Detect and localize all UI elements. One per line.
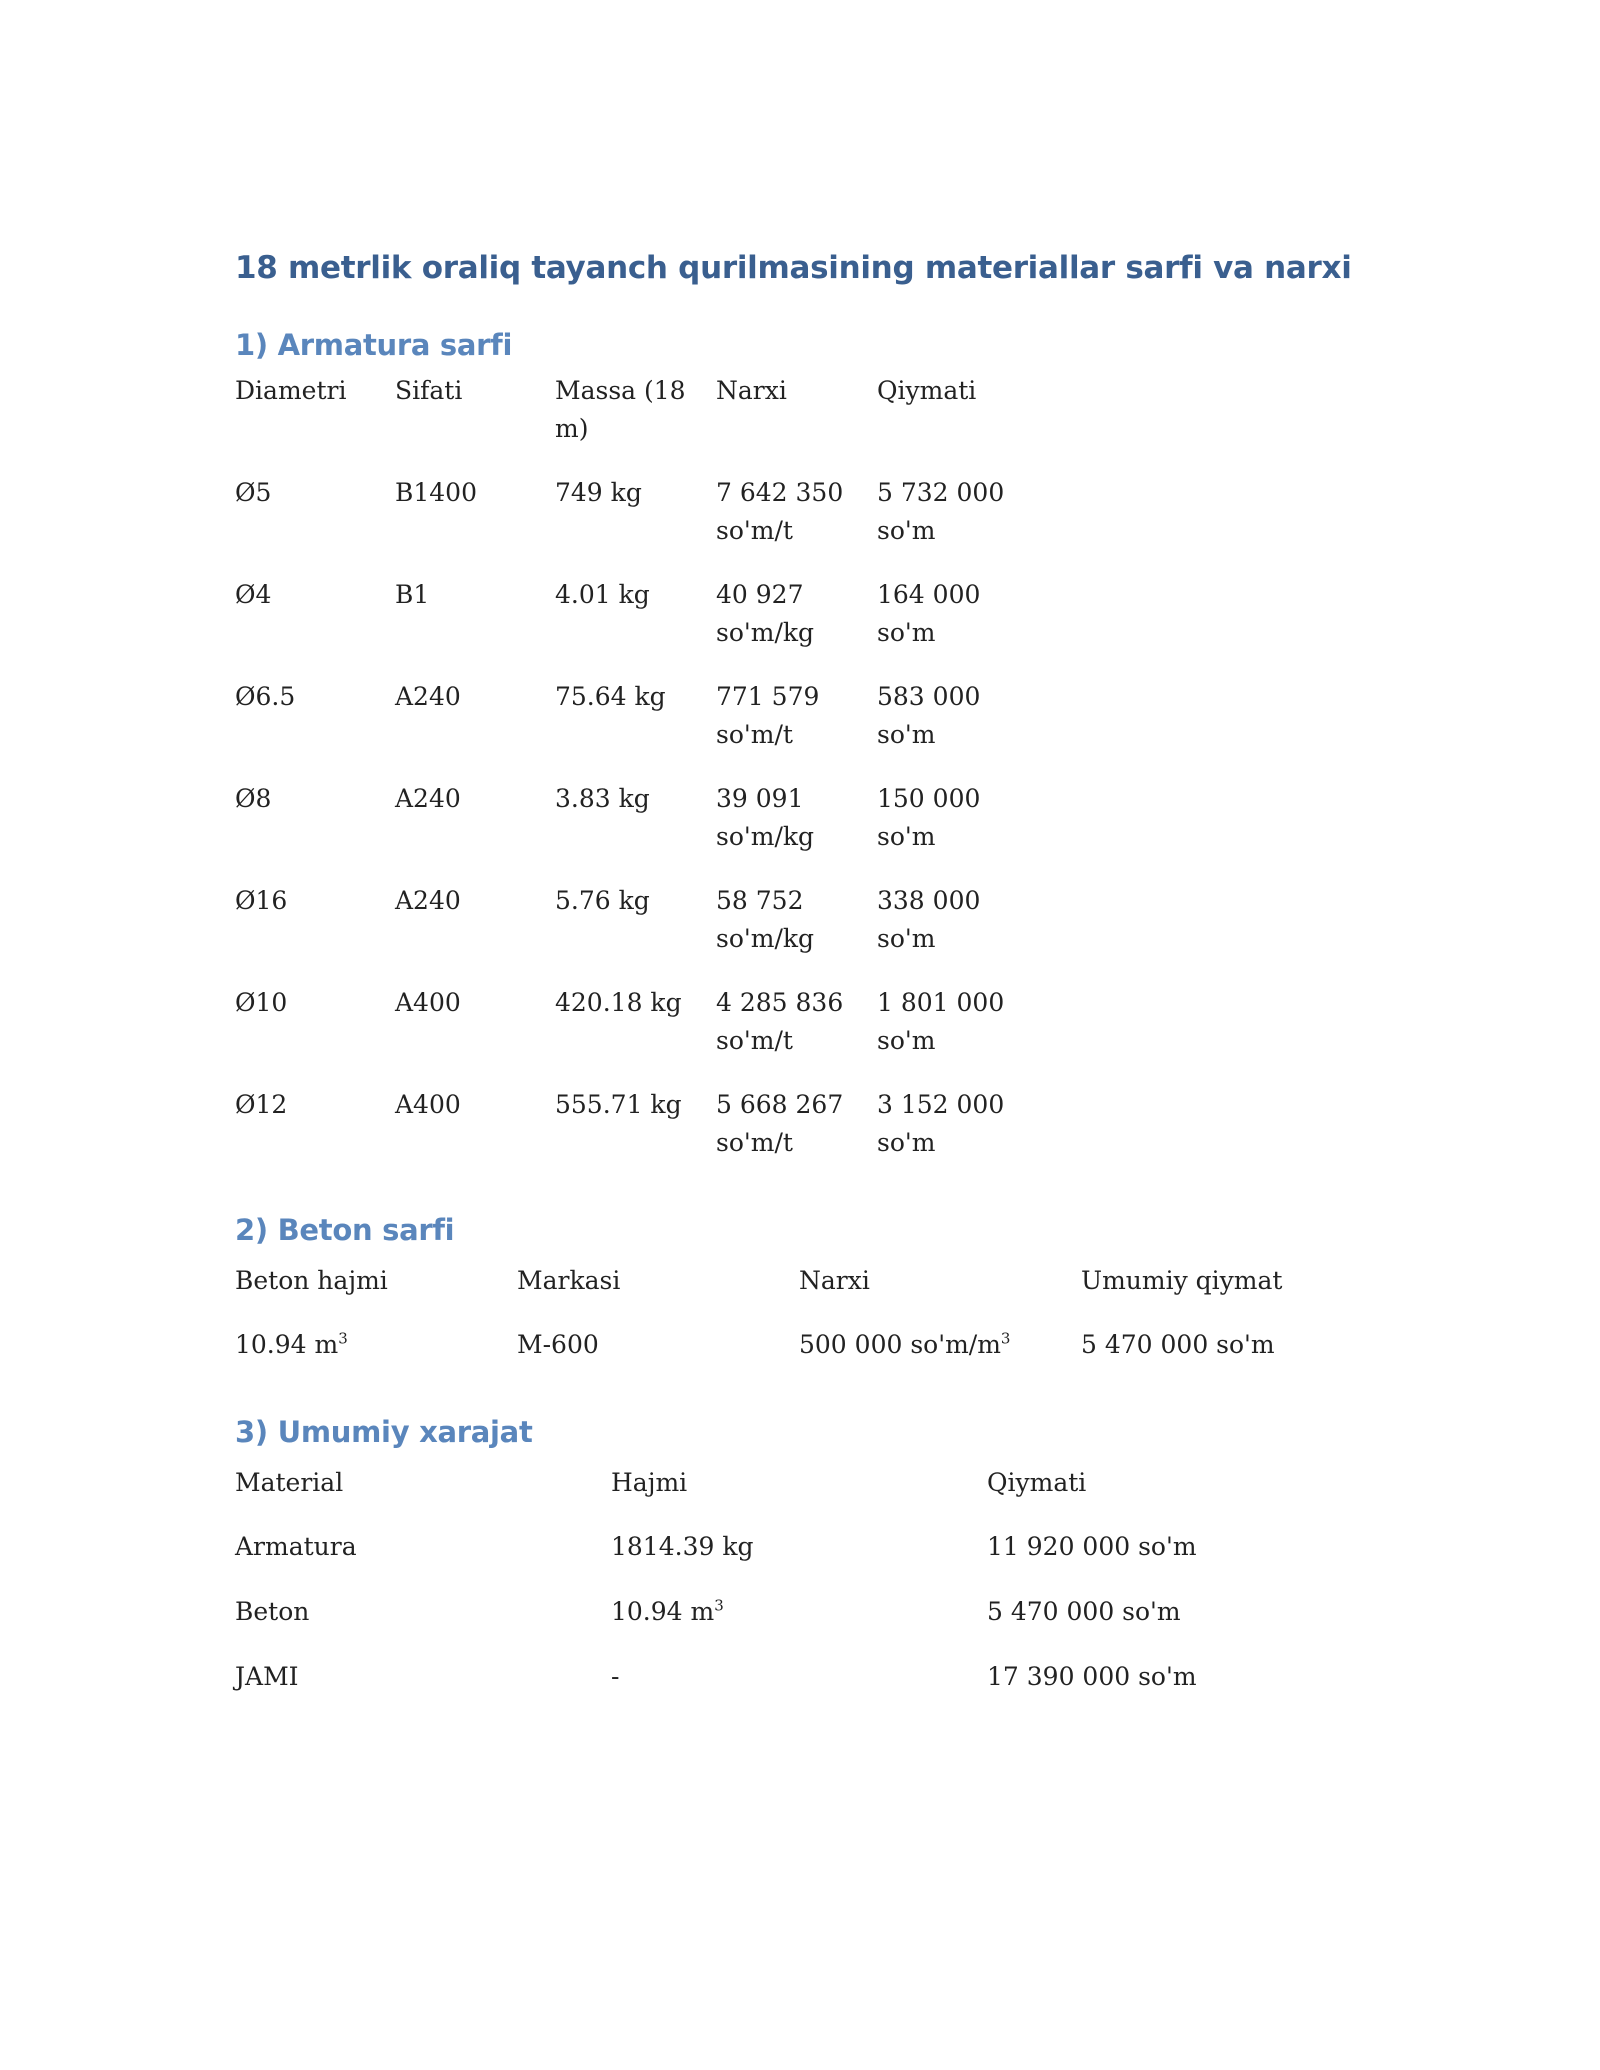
armatura-header-cell: Massa (18 m): [555, 376, 686, 443]
umumiy-cell: JAMI: [235, 1662, 299, 1691]
umumiy-cell: Beton: [235, 1597, 310, 1626]
armatura-cell: 75.64 kg: [555, 682, 666, 711]
armatura-cell: 771 579 so'm/t: [716, 682, 820, 749]
armatura-cell: 4.01 kg: [555, 580, 650, 609]
armatura-cell: 5.76 kg: [555, 886, 650, 915]
armatura-header-cell: Diametri: [235, 376, 347, 405]
armatura-cell: Ø12: [235, 1090, 288, 1119]
armatura-cell: Ø8: [235, 784, 272, 813]
armatura-cell: B1400: [395, 478, 477, 507]
armatura-cell: 58 752 so'm/kg: [716, 886, 815, 953]
armatura-cell: 749 kg: [555, 478, 642, 507]
umumiy-header-cell: Hajmi: [611, 1468, 688, 1497]
armatura-cell: 3 152 000 so'm: [877, 1090, 1005, 1157]
umumiy-cell: 17 390 000 so'm: [987, 1662, 1197, 1691]
armatura-cell: B1: [395, 580, 430, 609]
armatura-cell: Ø6.5: [235, 682, 296, 711]
beton-header-cell: Narxi: [799, 1266, 870, 1295]
armatura-header-cell: Narxi: [716, 376, 787, 405]
armatura-heading: 1) Armatura sarfi: [235, 328, 513, 362]
umumiy-cell: 5 470 000 so'm: [987, 1597, 1181, 1626]
armatura-cell: Ø10: [235, 988, 288, 1017]
armatura-cell: 40 927 so'm/kg: [716, 580, 815, 647]
document-title: 18 metrlik oraliq tayanch qurilmasining materiallar sarfi va narxi: [235, 250, 1352, 286]
umumiy-cell: 11 920 000 so'm: [987, 1532, 1197, 1561]
umumiy-cell: 10.94 $m^3$: [611, 1596, 724, 1626]
umumiy-heading: 3) Umumiy xarajat: [235, 1415, 533, 1449]
armatura-cell: 5 732 000 so'm: [877, 478, 1005, 545]
armatura-cell: A240: [395, 682, 461, 711]
umumiy-header-cell: Material: [235, 1468, 344, 1497]
armatura-header-cell: Sifati: [395, 376, 463, 405]
armatura-cell: 5 668 267 so'm/t: [716, 1090, 844, 1157]
armatura-cell: Ø16: [235, 886, 288, 915]
armatura-cell: A240: [395, 886, 461, 915]
umumiy-header-cell: Qiymati: [987, 1468, 1087, 1497]
armatura-cell: 150 000 so'm: [877, 784, 981, 851]
armatura-cell: 1 801 000 so'm: [877, 988, 1005, 1055]
armatura-cell: A400: [395, 988, 461, 1017]
armatura-cell: Ø4: [235, 580, 272, 609]
armatura-cell: 3.83 kg: [555, 784, 650, 813]
armatura-cell: 555.71 kg: [555, 1090, 682, 1119]
armatura-cell: A400: [395, 1090, 461, 1119]
armatura-cell: 583 000 so'm: [877, 682, 981, 749]
armatura-cell: 338 000 so'm: [877, 886, 981, 953]
beton-cell: M-600: [517, 1330, 599, 1359]
beton-header-cell: Umumiy qiymat: [1081, 1266, 1283, 1295]
armatura-cell: 164 000 so'm: [877, 580, 981, 647]
armatura-cell: 7 642 350 so'm/t: [716, 478, 844, 545]
beton-cell: 10.94 $m^3$: [235, 1329, 348, 1359]
beton-cell: 500 000 $so'm/m^3$: [799, 1329, 1011, 1359]
umumiy-cell: -: [611, 1662, 620, 1691]
armatura-cell: A240: [395, 784, 461, 813]
armatura-cell: 420.18 kg: [555, 988, 682, 1017]
beton-heading: 2) Beton sarfi: [235, 1213, 455, 1247]
umumiy-cell: Armatura: [235, 1532, 357, 1561]
beton-header-cell: Beton hajmi: [235, 1266, 388, 1295]
beton-cell: 5 470 000 so'm: [1081, 1330, 1275, 1359]
armatura-header-cell: Qiymati: [877, 376, 977, 405]
armatura-cell: Ø5: [235, 478, 272, 507]
armatura-cell: 39 091 so'm/kg: [716, 784, 815, 851]
beton-header-cell: Markasi: [517, 1266, 621, 1295]
umumiy-cell: 1814.39 kg: [611, 1532, 754, 1561]
armatura-cell: 4 285 836 so'm/t: [716, 988, 844, 1055]
